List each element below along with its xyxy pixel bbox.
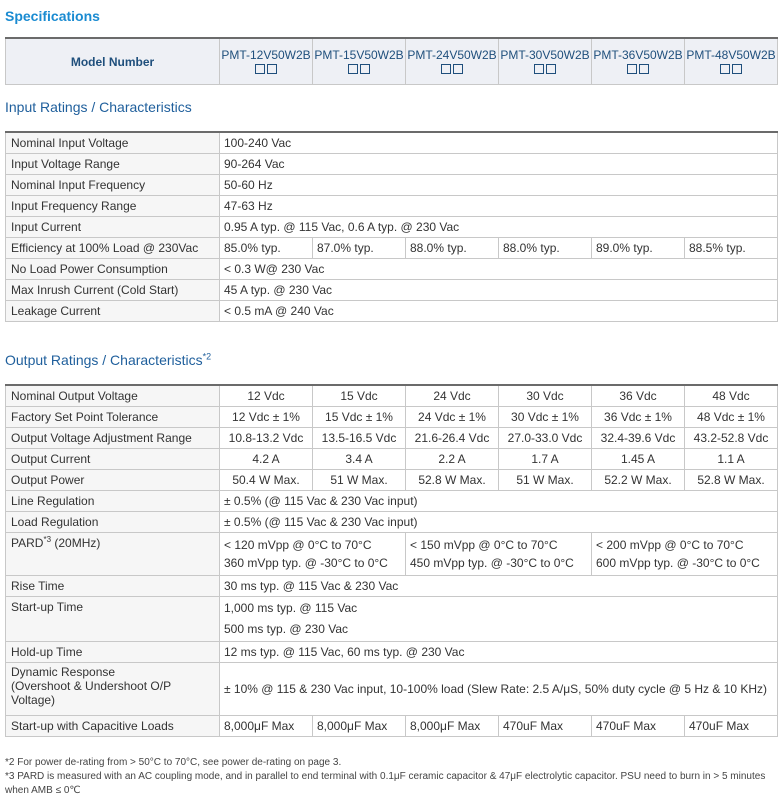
table-row [6,407,778,428]
row-value: 30 ms typ. @ 115 Vac & 230 Vac [220,576,778,597]
footnote: *2 For power de-rating from > 50°C to 70°C, see power de-rating on page 3. [5,757,342,768]
input-ratings-table [5,131,778,322]
row-value: 47-63 Hz [220,196,778,217]
row-value: 88.0% typ. [499,238,592,259]
row-value: < 0.3 W@ 230 Vac [220,259,778,280]
row-value: 48 Vdc ± 1% [685,407,778,428]
model-name: PMT-36V50W2B [593,47,683,62]
table-row [6,301,778,322]
row-value: 470uF Max [592,716,685,737]
row-value: 50-60 Hz [220,175,778,196]
table-row [6,196,778,217]
checkbox-icon [441,64,451,74]
checkbox-icon [453,64,463,74]
row-value: 0.95 A typ. @ 115 Vac, 0.6 A typ. @ 230 Vac [220,217,778,238]
model-name: PMT-15V50W2B [314,47,404,62]
model-cell [313,38,406,85]
footnote-ref: *3 [43,535,52,544]
table-row [6,154,778,175]
model-name: PMT-48V50W2B [686,47,776,62]
dynamic-label-sub: (Overshoot & Undershoot O/P Voltage) [11,679,171,707]
row-value: 470uF Max [685,716,778,737]
table-row [6,597,778,642]
model-cell [499,38,592,85]
row-value [406,533,592,576]
row-value: 51 W Max. [313,470,406,491]
row-value: 89.0% typ. [592,238,685,259]
page-title: Specifications [5,8,100,24]
row-label: Hold-up Time [6,642,220,663]
row-label: Load Regulation [6,512,220,533]
row-value: ± 0.5% (@ 115 Vac & 230 Vac input) [220,491,778,512]
row-label: Max Inrush Current (Cold Start) [6,280,220,301]
table-row [6,259,778,280]
row-value: 30 Vdc ± 1% [499,407,592,428]
row-label: Start-up Time [6,597,220,642]
model-cell [220,38,313,85]
table-row [6,132,778,154]
row-value: 21.6-26.4 Vdc [406,428,499,449]
row-value [220,597,778,642]
row-value: 90-264 Vac [220,154,778,175]
row-value: 24 Vdc [406,385,499,407]
row-value: 3.4 A [313,449,406,470]
model-header-table [5,37,778,85]
row-label: Input Frequency Range [6,196,220,217]
row-value: 43.2-52.8 Vdc [685,428,778,449]
row-value: 15 Vdc ± 1% [313,407,406,428]
row-value: 45 A typ. @ 230 Vac [220,280,778,301]
output-title-text: Output Ratings / Characteristics [5,352,203,368]
row-label: Output Power [6,470,220,491]
footnote-ref: *2 [202,351,212,362]
row-value: 10.8-13.2 Vdc [220,428,313,449]
table-row [6,449,778,470]
pard-line: < 200 mVpp @ 0°C to 70°C [596,538,744,552]
checkbox-icon [348,64,358,74]
row-value: 52.8 W Max. [406,470,499,491]
model-name: PMT-30V50W2B [500,47,590,62]
row-value: 85.0% typ. [220,238,313,259]
row-label: Rise Time [6,576,220,597]
checkbox-icon [267,64,277,74]
row-label: Nominal Output Voltage [6,385,220,407]
dynamic-label: Dynamic Response [11,665,116,679]
row-value: 13.5-16.5 Vdc [313,428,406,449]
table-row [6,512,778,533]
row-value: ± 0.5% (@ 115 Vac & 230 Vac input) [220,512,778,533]
table-row [6,663,778,716]
row-value: 88.0% typ. [406,238,499,259]
row-label: Input Voltage Range [6,154,220,175]
row-label: Factory Set Point Tolerance [6,407,220,428]
footnote: *3 PARD is measured with an AC coupling mode, and in parallel to end terminal with 0.1μF ceramic capacitor & 47μF electrolytic capacitor. PSU need to burn in > 5 minutes [5,771,766,782]
table-row [6,642,778,663]
row-value: 50.4 W Max. [220,470,313,491]
row-value [592,533,778,576]
table-row [6,428,778,449]
table-row [6,385,778,407]
table-row [6,470,778,491]
row-label: Output Voltage Adjustment Range [6,428,220,449]
checkbox-icon [720,64,730,74]
startup-line: 500 ms typ. @ 230 Vac [224,622,349,636]
checkbox-icon [627,64,637,74]
row-value: ± 10% @ 115 & 230 Vac input, 10-100% load (Slew Rate: 2.5 A/μS, 50% duty cycle @ 5 Hz & 10 KHz) [220,663,778,716]
row-label: Start-up with Capacitive Loads [6,716,220,737]
startup-line: 1,000 ms typ. @ 115 Vac [224,601,358,615]
checkbox-icon [546,64,556,74]
pard-line: 600 mVpp typ. @ -30°C to 0°C [596,556,760,570]
output-ratings-table [5,384,778,737]
row-label: Nominal Input Frequency [6,175,220,196]
row-label [6,663,220,716]
table-row [6,576,778,597]
row-label: Input Current [6,217,220,238]
row-value: 12 Vdc [220,385,313,407]
row-value: 36 Vdc ± 1% [592,407,685,428]
row-value: 8,000μF Max [220,716,313,737]
row-value: 12 Vdc ± 1% [220,407,313,428]
row-value: 8,000μF Max [406,716,499,737]
pard-line: < 150 mVpp @ 0°C to 70°C [410,538,558,552]
row-label: No Load Power Consumption [6,259,220,280]
row-value: 48 Vdc [685,385,778,407]
row-value: 36 Vdc [592,385,685,407]
row-value: 470uF Max [499,716,592,737]
footnote: when AMB ≤ 0℃ [5,785,81,796]
row-value: 52.2 W Max. [592,470,685,491]
model-cell [592,38,685,85]
checkbox-icon [360,64,370,74]
model-cell [406,38,499,85]
row-value: 15 Vdc [313,385,406,407]
table-row [6,217,778,238]
row-label: Efficiency at 100% Load @ 230Vac [6,238,220,259]
row-value: 8,000μF Max [313,716,406,737]
row-value: 87.0% typ. [313,238,406,259]
model-header-row [6,38,778,85]
checkbox-icon [534,64,544,74]
row-label: Leakage Current [6,301,220,322]
row-label: Nominal Input Voltage [6,132,220,154]
table-row [6,280,778,301]
pard-line: 450 mVpp typ. @ -30°C to 0°C [410,556,574,570]
output-section-title [5,352,211,368]
checkbox-icon [732,64,742,74]
row-value [220,533,406,576]
table-row [6,533,778,576]
row-label: Line Regulation [6,491,220,512]
model-cell [685,38,778,85]
checkbox-icon [255,64,265,74]
row-value: 1.7 A [499,449,592,470]
table-row [6,175,778,196]
pard-label-suffix: (20MHz) [51,536,101,550]
model-name: PMT-24V50W2B [407,47,497,62]
footnotes [5,756,777,798]
checkbox-icon [639,64,649,74]
row-value: 52.8 W Max. [685,470,778,491]
pard-line: < 120 mVpp @ 0°C to 70°C [224,538,372,552]
row-value: 1.1 A [685,449,778,470]
row-value: 1.45 A [592,449,685,470]
pard-label: PARD [11,536,44,550]
row-value: 12 ms typ. @ 115 Vac, 60 ms typ. @ 230 Vac [220,642,778,663]
table-row [6,716,778,737]
model-name: PMT-12V50W2B [221,47,311,62]
row-value: 27.0-33.0 Vdc [499,428,592,449]
row-value: < 0.5 mA @ 240 Vac [220,301,778,322]
input-section-title: Input Ratings / Characteristics [5,99,192,115]
row-label [6,533,220,576]
row-value: 30 Vdc [499,385,592,407]
pard-line: 360 mVpp typ. @ -30°C to 0°C [224,556,388,570]
row-value: 2.2 A [406,449,499,470]
table-row [6,238,778,259]
row-value: 4.2 A [220,449,313,470]
row-value: 51 W Max. [499,470,592,491]
row-value: 88.5% typ. [685,238,778,259]
row-value: 24 Vdc ± 1% [406,407,499,428]
row-value: 32.4-39.6 Vdc [592,428,685,449]
row-value: 100-240 Vac [220,132,778,154]
table-row [6,491,778,512]
row-label: Output Current [6,449,220,470]
model-number-label: Model Number [6,38,220,85]
